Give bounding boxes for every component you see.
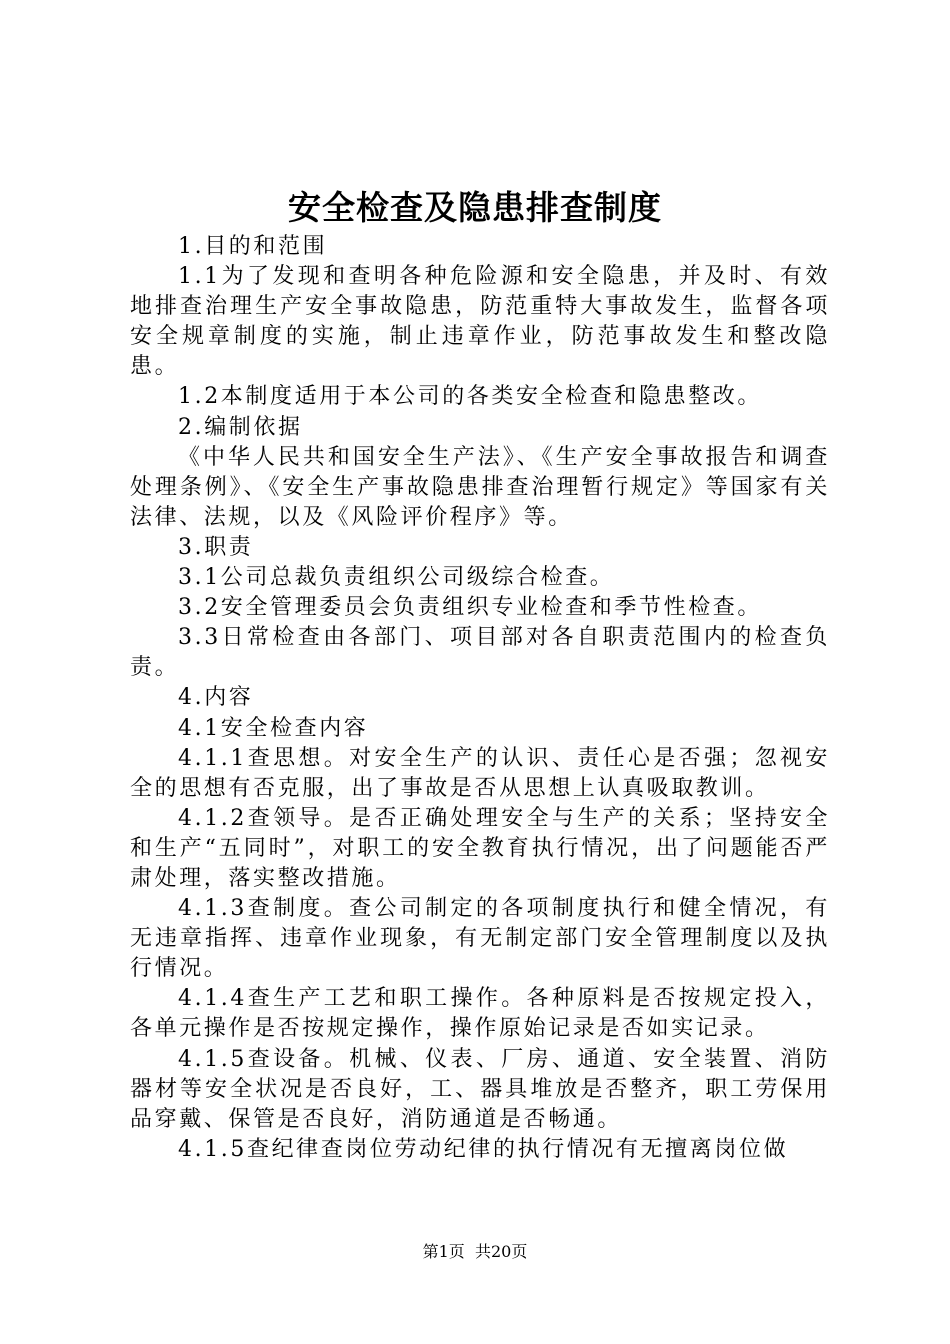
heading-basis: 2.编制依据	[178, 414, 303, 440]
page-number: 第1页	[422, 1242, 465, 1261]
paragraph-3-1: 3.1公司总裁负责组织公司级综合检查。	[178, 565, 615, 591]
paragraph-4-1-4: 4.1.4查生产工艺和职工操作。各种原料是否按规定投入，各单元操作是否按规定操作，操作原始记录是否如实记录。	[130, 986, 830, 1042]
paragraph-basis: 《中华人民共和国安全生产法》、《生产安全事故报告和调查处理条例》、《安全生产事故隐患排查治理暂行规定》等国家有关法律、法规，以及《风险评价程序》等。	[130, 444, 830, 530]
paragraph-4-1-3: 4.1.3查制度。查公司制定的各项制度执行和健全情况，有无违章指挥、违章作业现象，有无制定部门安全管理制度以及执行情况。	[130, 896, 830, 982]
heading-4-1: 4.1安全检查内容	[178, 715, 369, 741]
paragraph-1-2: 1.2本制度适用于本公司的各类安全检查和隐患整改。	[178, 384, 762, 410]
paragraph-3-3: 3.3日常检查由各部门、项目部对各自职责范围内的检查负责。	[130, 625, 830, 681]
paragraph-4-1-1: 4.1.1查思想。对安全生产的认识、责任心是否强；忽视安全的思想有否克服，出了事故是否从思想上认真吸取教训。	[130, 745, 830, 801]
heading-content: 4.内容	[178, 685, 254, 711]
paragraph-3-2: 3.2安全管理委员会负责组织专业检查和季节性检查。	[178, 595, 762, 621]
paragraph-4-1-2: 4.1.2查领导。是否正确处理安全与生产的关系；坚持安全和生产“五同时”，对职工的安全教育执行情况，出了问题能否严肃处理，落实整改措施。	[130, 805, 830, 891]
heading-purpose-scope: 1.目的和范围	[178, 234, 328, 259]
paragraph-4-1-5-discipline: 4.1.5查纪律查岗位劳动纪律的执行情况有无擅离岗位做	[178, 1136, 789, 1162]
paragraph-4-1-5-equipment: 4.1.5查设备。机械、仪表、厂房、通道、安全装置、消防器材等安全状况是否良好，工、器具堆放是否整齐，职工劳保用品穿戴、保管是否良好，消防通道是否畅通。	[130, 1046, 830, 1132]
heading-responsibilities: 3.职责	[178, 534, 254, 560]
document-title: 安全检查及隐患排查制度	[288, 188, 662, 227]
document-body	[130, 232, 830, 1165]
page-footer	[0, 1240, 950, 1264]
page-total: 共20页	[474, 1242, 528, 1261]
paragraph-1-1: 1.1为了发现和查明各种危险源和安全隐患，并及时、有效地排查治理生产安全事故隐患，防范重特大事故发生，监督各项安全规章制度的实施，制止违章作业，防范事故发生和整改隐患。	[130, 264, 830, 380]
